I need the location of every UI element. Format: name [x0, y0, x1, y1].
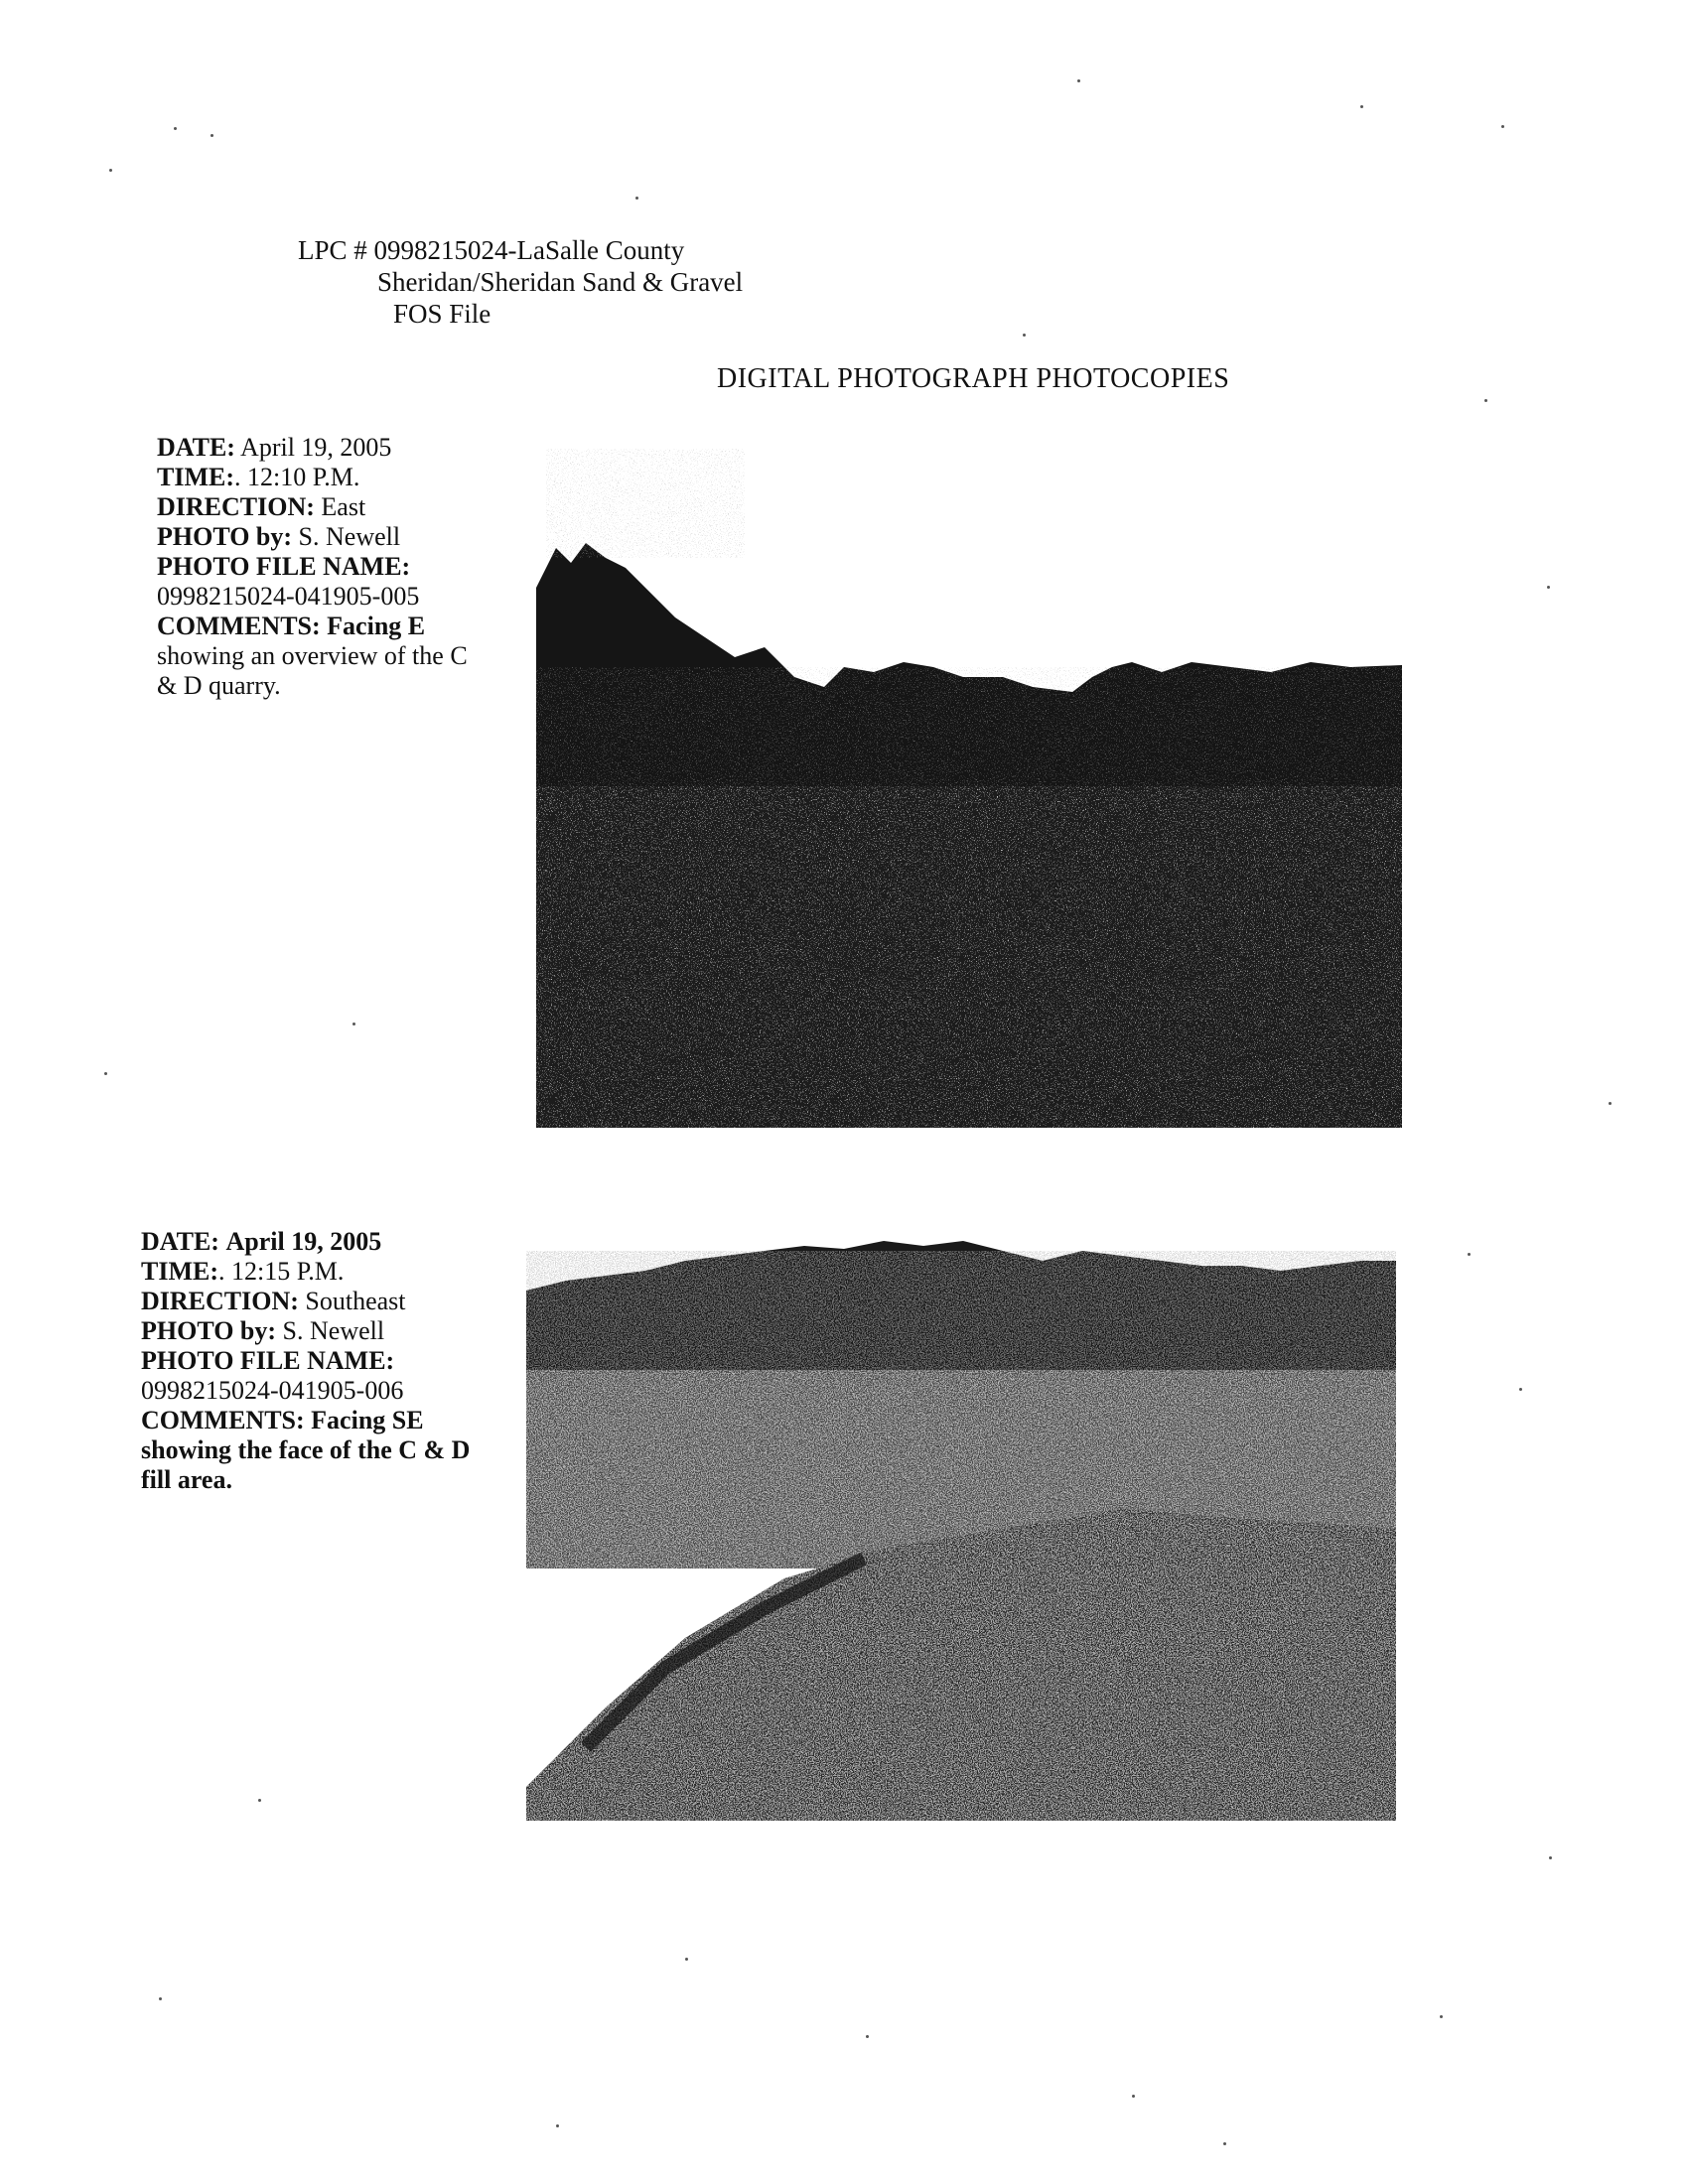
scan-speck [1023, 334, 1026, 337]
file-type-line: FOS File [393, 299, 491, 329]
scan-speck [556, 2124, 559, 2127]
scan-speck [210, 134, 213, 137]
caption-photographer: PHOTO by: S. Newell [157, 522, 401, 551]
page-title: DIGITAL PHOTOGRAPH PHOTOCOPIES [717, 363, 1230, 394]
scan-speck [1360, 105, 1363, 108]
scan-speck [1484, 399, 1487, 402]
caption-time: TIME:. 12:15 P.M. [141, 1257, 345, 1286]
scan-speck [1501, 125, 1504, 128]
photo-caption-2 [141, 1227, 518, 1495]
scan-speck [109, 169, 112, 172]
caption-file-label: PHOTO FILE NAME: [141, 1346, 395, 1375]
fill-area-photo [526, 1231, 1396, 1821]
scan-speck [104, 1072, 107, 1075]
scan-speck [1132, 2095, 1135, 2098]
scan-speck [258, 1799, 261, 1802]
file-reference-header [298, 234, 743, 330]
caption-photographer: PHOTO by: S. Newell [141, 1316, 385, 1345]
site-name-line: Sheridan/Sheridan Sand & Gravel [377, 267, 744, 297]
caption-date: DATE: April 19, 2005 [141, 1227, 382, 1256]
caption-comments-line3: fill area. [141, 1465, 232, 1494]
scan-speck [159, 1997, 162, 2000]
scan-speck [635, 197, 638, 200]
caption-comments-line3: & D quarry. [157, 671, 281, 700]
lpc-number-line: LPC # 0998215024-LaSalle County [298, 235, 685, 265]
scan-speck [1440, 2015, 1443, 2018]
caption-time: TIME:. 12:10 P.M. [157, 463, 360, 491]
caption-file-name: 0998215024-041905-005 [157, 582, 420, 611]
caption-file-name: 0998215024-041905-006 [141, 1376, 404, 1405]
caption-comments-line2: showing the face of the C & D [141, 1435, 471, 1464]
scan-speck [1468, 1253, 1471, 1256]
caption-direction: DIRECTION: Southeast [141, 1287, 406, 1315]
quarry-overview-photo [536, 449, 1402, 1128]
caption-comments: COMMENTS: Facing SE [141, 1406, 424, 1434]
scan-speck [174, 127, 177, 130]
caption-comments: COMMENTS: Facing E [157, 612, 426, 640]
scan-speck [1223, 2142, 1226, 2145]
scan-speck [1077, 79, 1080, 82]
scan-speck [685, 1958, 688, 1961]
caption-direction: DIRECTION: East [157, 492, 366, 521]
scan-speck [1609, 1102, 1612, 1105]
photo-caption-1 [157, 433, 534, 701]
caption-file-label: PHOTO FILE NAME: [157, 552, 411, 581]
scan-speck [352, 1023, 355, 1025]
scan-speck [866, 2035, 869, 2038]
caption-date: DATE: April 19, 2005 [157, 433, 392, 462]
scan-speck [1549, 1856, 1552, 1859]
caption-comments-line2: showing an overview of the C [157, 641, 468, 670]
scan-speck [1519, 1388, 1522, 1391]
scan-speck [1547, 586, 1550, 589]
